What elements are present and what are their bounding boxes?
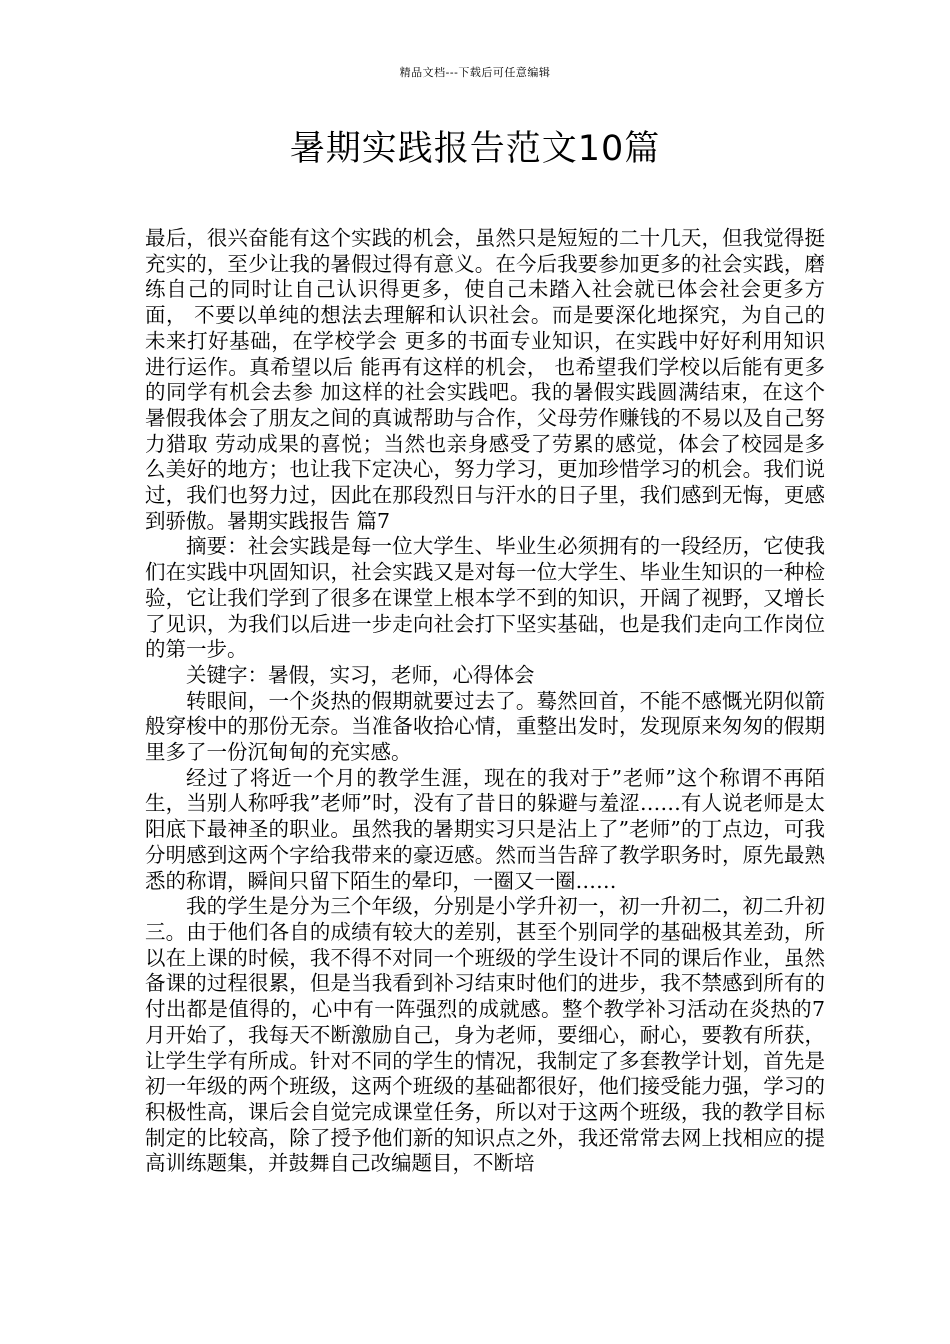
paragraph-abstract: 摘要：社会实践是每一位大学生、毕业生必须拥有的一段经历，它使我们在实践中巩固知识，社会实践又是对每一位大学生、毕业生知识的一种检验，它让我们学到了很多在课堂上根本学不到的知识，开阔了视野，又增长了见识，为我们以后进一步走向社会打下坚实基础，也是我们走向工作岗位的第一步。 xyxy=(145,534,825,662)
paragraph-intro: 转眼间，一个炎热的假期就要过去了。蓦然回首，不能不感慨光阴似箭般穿梭中的那份无奈。当准备收拾心情，重整出发时，发现原来匆匆的假期里多了一份沉甸甸的充实感。 xyxy=(145,688,825,765)
document-body xyxy=(145,226,825,1177)
paragraph-teacher-title: 经过了将近一个月的教学生涯，现在的我对于”老师”这个称谓不再陌生，当别人称呼我”老师”时，没有了昔日的躲避与羞涩……有人说老师是太阳底下最神圣的职业。虽然我的暑期实习只是沾上了”老师”的丁点边，可我分明感到这两个字给我带来的豪迈感。然而当告辞了教学职务时，原先最熟悉的称谓，瞬间只留下陌生的晕印，一圈又一圈…… xyxy=(145,765,825,893)
paragraph-keywords: 关键字：暑假，实习，老师，心得体会 xyxy=(186,662,535,687)
document-title: 暑期实践报告范文10篇 xyxy=(289,129,661,169)
page-header-note: 精品文档---下载后可任意编辑 xyxy=(399,66,551,79)
paragraph-students: 我的学生是分为三个年级，分别是小学升初一，初一升初二，初二升初三。由于他们各自的成绩有较大的差别，甚至个别同学的基础极其差劲，所以在上课的时候，我不得不对同一个班级的学生设计不同的课后作业，虽然备课的过程很累，但是当我看到补习结束时他们的进步，我不禁感到所有的付出都是值得的，心中有一阵强烈的成就感。整个教学补习活动在炎热的7月开始了，我每天不断激励自己，身为老师，要细心，耐心，要教有所获，让学生学有所成。针对不同的学生的情况，我制定了多套教学计划，首先是初一年级的两个班级，这两个班级的基础都很好，他们接受能力强，学习的积极性高，课后会自觉完成课堂任务，所以对于这两个班级，我的教学目标制定的比较高，除了授予他们新的知识点之外，我还常常去网上找相应的提高训练题集，并鼓舞自己改编题目，不断培 xyxy=(145,894,825,1176)
paragraph-conclusion: 最后，很兴奋能有这个实践的机会，虽然只是短短的二十几天，但我觉得挺充实的，至少让我的暑假过得有意义。在今后我要参加更多的社会实践，磨练自己的同时让自己认识得更多，使自己未踏入社会就已体会社会更多方面， 不要以单纯的想法去理解和认识社会。而是要深化地探究，为自己的未来打好基础，在学校学会 更多的书面专业知识，在实践中好好利用知识进行运作。真希望以后 能再有这样的机会， 也希望我们学校以后能有更多的同学有机会去参 加这样的社会实践吧。我的暑假实践圆满结束，在这个暑假我体会了朋友之间的真诚帮助与合作，父母劳作赚钱的不易以及自己努力猎取 劳动成果的喜悦；当然也亲身感受了劳累的感觉，体会了校园是多么美好的地方；也让我下定决心，努力学习，更加珍惜学习的机会。我们说过，我们也努力过，因此在那段烈日与汗水的日子里，我们感到无悔，更感到骄傲。暑期实践报告 篇7 xyxy=(145,226,825,533)
